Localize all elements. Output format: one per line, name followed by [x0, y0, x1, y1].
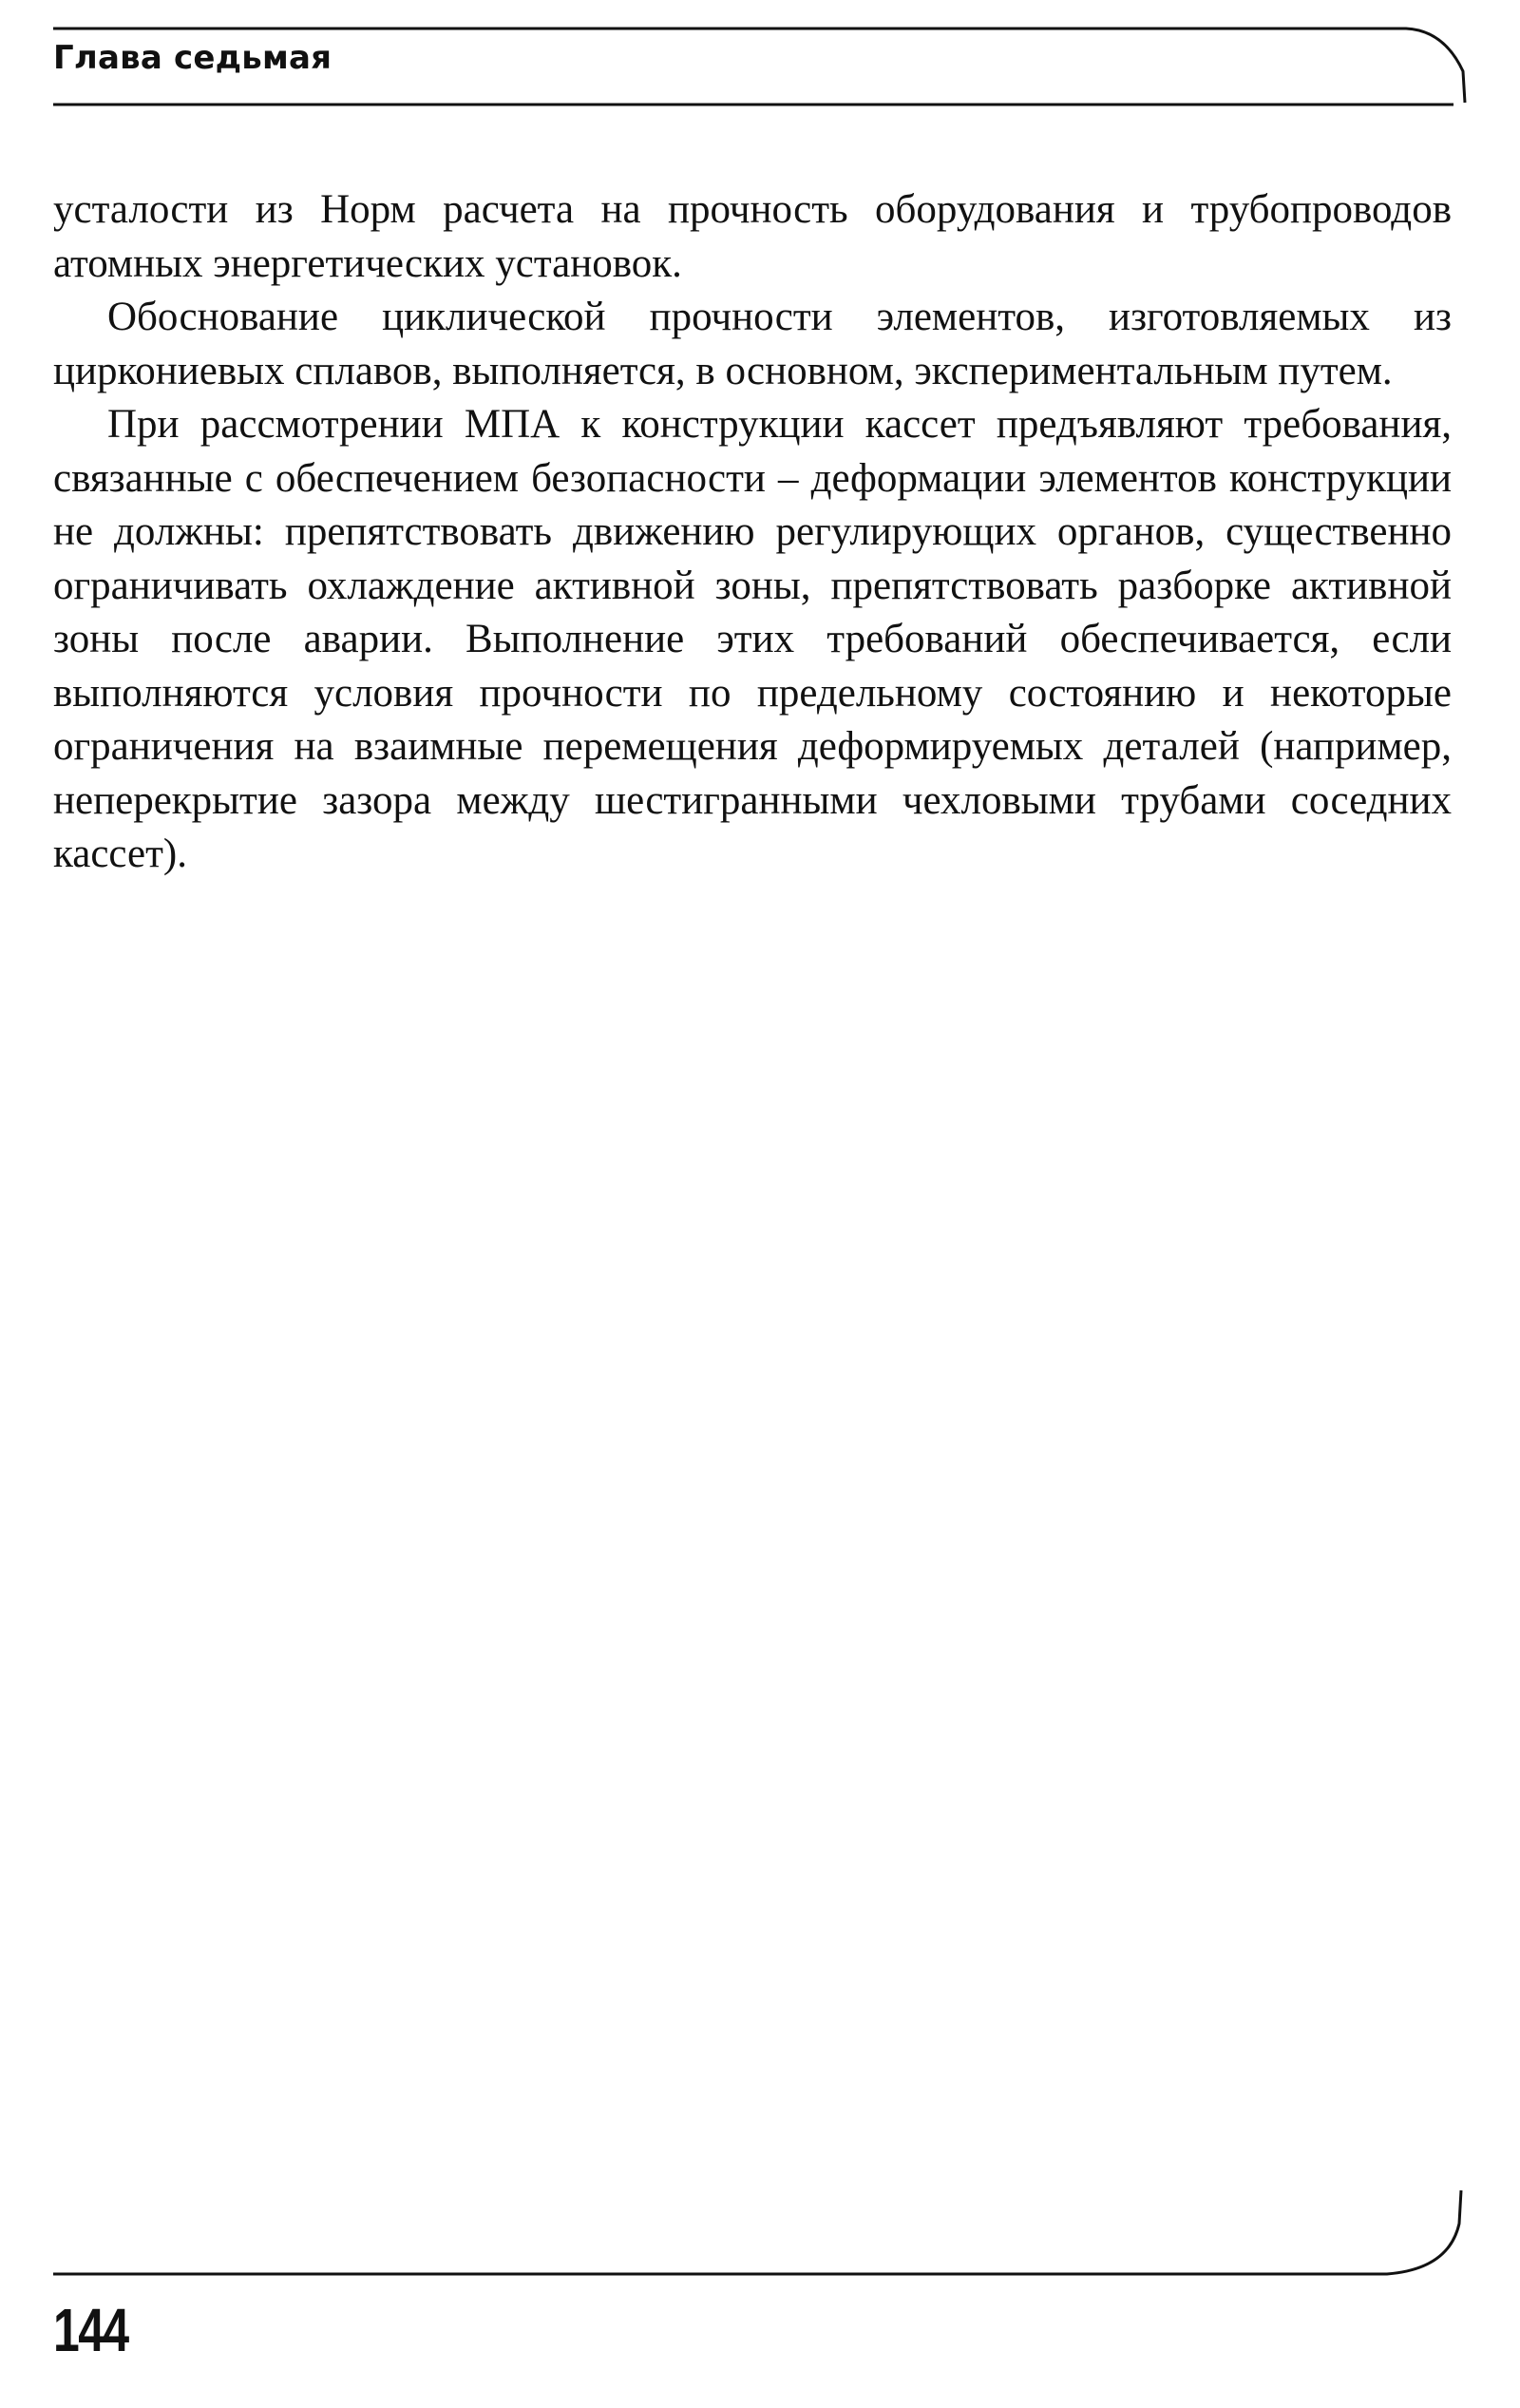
paragraph: усталости из Норм расчета на прочность оборудования и трубопроводов атомных энергетических установок. — [53, 187, 1452, 286]
paragraph: При рассмотрении МПА к конструкции кассет предъявляют требования, связанные с обеспечением безопасности – деформации элементов конструкции не должны: препятствовать движению регулирующих органов, существенно ограничивать охлаждение активной зоны, препятствовать разборке активной зоны после аварии. Выполнение этих требований обеспечивается, если выполняются условия прочности по предельному состоянию и некоторые ограничения на взаимные перемещения деформируемых деталей (например, неперекрытие зазора между шестигранными чехловыми трубами соседних кассет). — [53, 402, 1452, 876]
body-text — [53, 183, 1452, 882]
paragraph: Обоснование циклической прочности элементов, изготовляемых из циркониевых сплавов, выполняется, в основном, экспериментальным путем. — [53, 295, 1452, 393]
page-number: 144 — [53, 2296, 128, 2364]
chapter-title: Глава седьмая — [53, 39, 332, 77]
footer-rule — [53, 2190, 1461, 2274]
